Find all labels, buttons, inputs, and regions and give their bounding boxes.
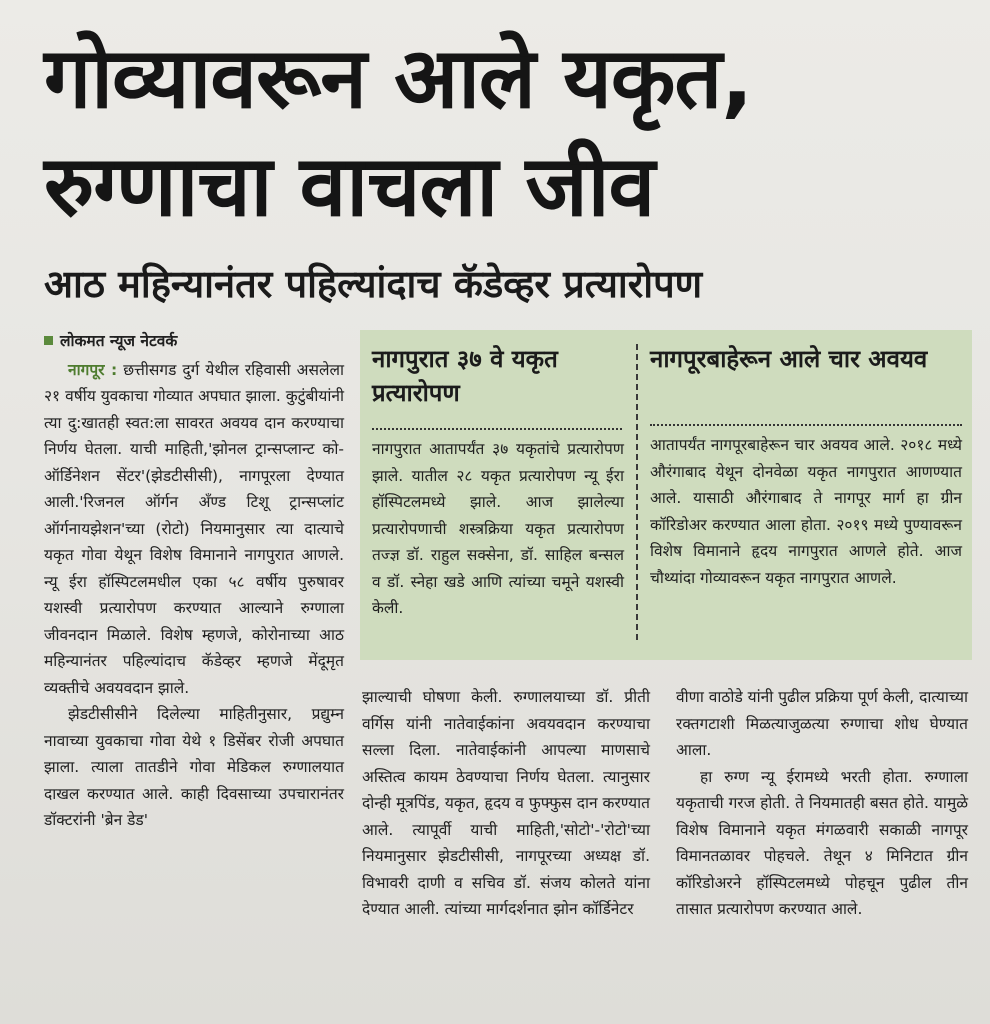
info-box-right-rule [650,424,962,426]
column-1-paragraph-1 [44,357,344,702]
column-3-paragraph-1: वीणा वाठोडे यांनी पुढील प्रक्रिया पूर्ण केली, दात्याच्या रक्तगटाशी मिळत्याजुळत्या रुग्णाचा शोध घेण्यात आला. [676,688,968,759]
info-box-right-title: नागपूरबाहेरून आले चार अवयव [650,345,928,373]
byline-text: लोकमत न्यूज नेटवर्क [60,332,178,350]
column-2-paragraph-1: झाल्याची घोषणा केली. रुग्णालयाच्या डॉ. प्रीती वर्गिस यांनी नातेवाईकांना अवयवदान करण्याचा सल्ला दिला. नातेवाईकांनी आपल्या माणसाचे अस्तित्व कायम ठेवण्याचा निर्णय घेतला. त्यानुसार दोन्ही मूत्रपिंड, यकृत, हृदय व फुफ्फुस दान करण्यात आले. त्यापूर्वी याची माहिती,'सोटो'-'रोटो'च्या नियमानुसार झेडटीसीसी, नागपूरच्या अध्यक्ष डॉ. विभावरी दाणी व सचिव डॉ. संजय कोलते यांना देण्यात आली. त्यांच्या मार्गदर्शनात झोन कॉर्डिनेटर [362,688,650,918]
info-box-left-rule [372,428,622,430]
column-3-paragraph-2: हा रुग्ण न्यू ईरामध्ये भरती होता. रुग्णाला यकृताची गरज होती. ते नियमातही बसत होते. यामुळे विशेष विमानाने यकृत मंगळवारी सकाळी नागपूर विमानतळावर पोहचले. तेथून ४ मिनिटात ग्रीन कॉरिडोअरने हॉस्पिटलमध्ये पोहचून पुढील तीन तासात प्रत्यारोपण करण्यात आले. [676,767,968,918]
info-box-divider [636,344,638,640]
byline-marker-icon [44,336,53,345]
subheadline: आठ महिन्यानंतर पहिल्यांदाच कॅडेव्हर प्रत्यारोपण [44,262,703,306]
info-box-left-text: नागपुरात आतापर्यंत ३७ यकृतांचे प्रत्यारोपण झाले. यातील २८ यकृत प्रत्यारोपण न्यू ईरा हॉस्पिटलमध्ये झाले. आज झालेल्या प्रत्यारोपणाची शस्त्रक्रिया यकृत प्रत्यारोपण तज्ज्ञ डॉ. राहुल सक्सेना, डॉ. साहिल बन्सल व डॉ. स्नेहा खडे आणि त्यांच्या चमूने यशस्वी केली. [372,440,624,617]
column-1-paragraph-2: झेडटीसीसीने दिलेल्या माहितीनुसार, प्रद्युम्न नावाच्या युवकाचा गोवा येथे १ डिसेंबर रोजी अपघात झाला. त्याला तातडीने गोवा मेडिकल रुग्णालयात दाखल करण्यात आले. काही दिवसाच्या उपचारानंतर डॉक्टरांनी 'ब्रेन डेड' [44,705,344,829]
column-1-paragraph-1-text: छत्तीसगड दुर्ग येथील रहिवासी असलेला २१ वर्षीय युवकाचा गोव्यात अपघात झाला. कुटुंबीयांनी त्या दु:खातही स्वत:ला सावरत अवयव दान करण्याचा निर्णय घेतला. याची माहिती,'झोनल ट्रान्सप्लान्ट को-ऑर्डिनेशन सेंटर'(झेडटीसीसी), नागपूरला देण्यात आली.'रिजनल ऑर्गन अँण्ड टिशू ट्रान्सप्लांट ऑर्गनायझेशन'च्या (रोटो) नियमानुसार त्या दात्याचे यकृत गोवा येथून विशेष विमानाने नागपुरात आणले. न्यू ईरा हॉस्पिटलमधील एका ५८ वर्षीय पुरुषावर यशस्वी प्रत्यारोपण करण्यात आल्याने रुग्णाला जीवनदान मिळाले. विशेष म्हणजे, कोरोनाच्या आठ महिन्यानंतर पहिल्यांदाच कॅडेव्हर म्हणजे मेंदूमृत व्यक्तीचे अवयवदान झाले. [44,360,345,697]
article-column-3 [676,684,968,923]
info-box-right-text: आतापर्यंत नागपूरबाहेरून चार अवयव आले. २०१८ मध्ये औरंगाबाद येथून दोनवेळा यकृत नागपुरात आणण्यात आले. यासाठी औरंगाबाद ते नागपूर मार्ग हा ग्रीन कॉरिडोअर करण्यात आला होता. २०१९ मध्ये पुण्यावरून विशेष विमानाने हृदय नागपुरात आणले होते. आज चौथ्यांदा गोव्यावरून यकृत नागपुरात आणले. [650,436,962,587]
byline [44,328,344,355]
article-column-1 [44,328,344,834]
headline: गोव्यावरून आले यकृत, रुग्णाचा वाचला जीव [44,29,753,235]
dateline: नागपूर : [68,360,118,379]
info-box-left-title: नागपुरात ३७ वे यकृत प्रत्यारोपण [372,345,558,407]
article-column-2 [362,684,650,923]
